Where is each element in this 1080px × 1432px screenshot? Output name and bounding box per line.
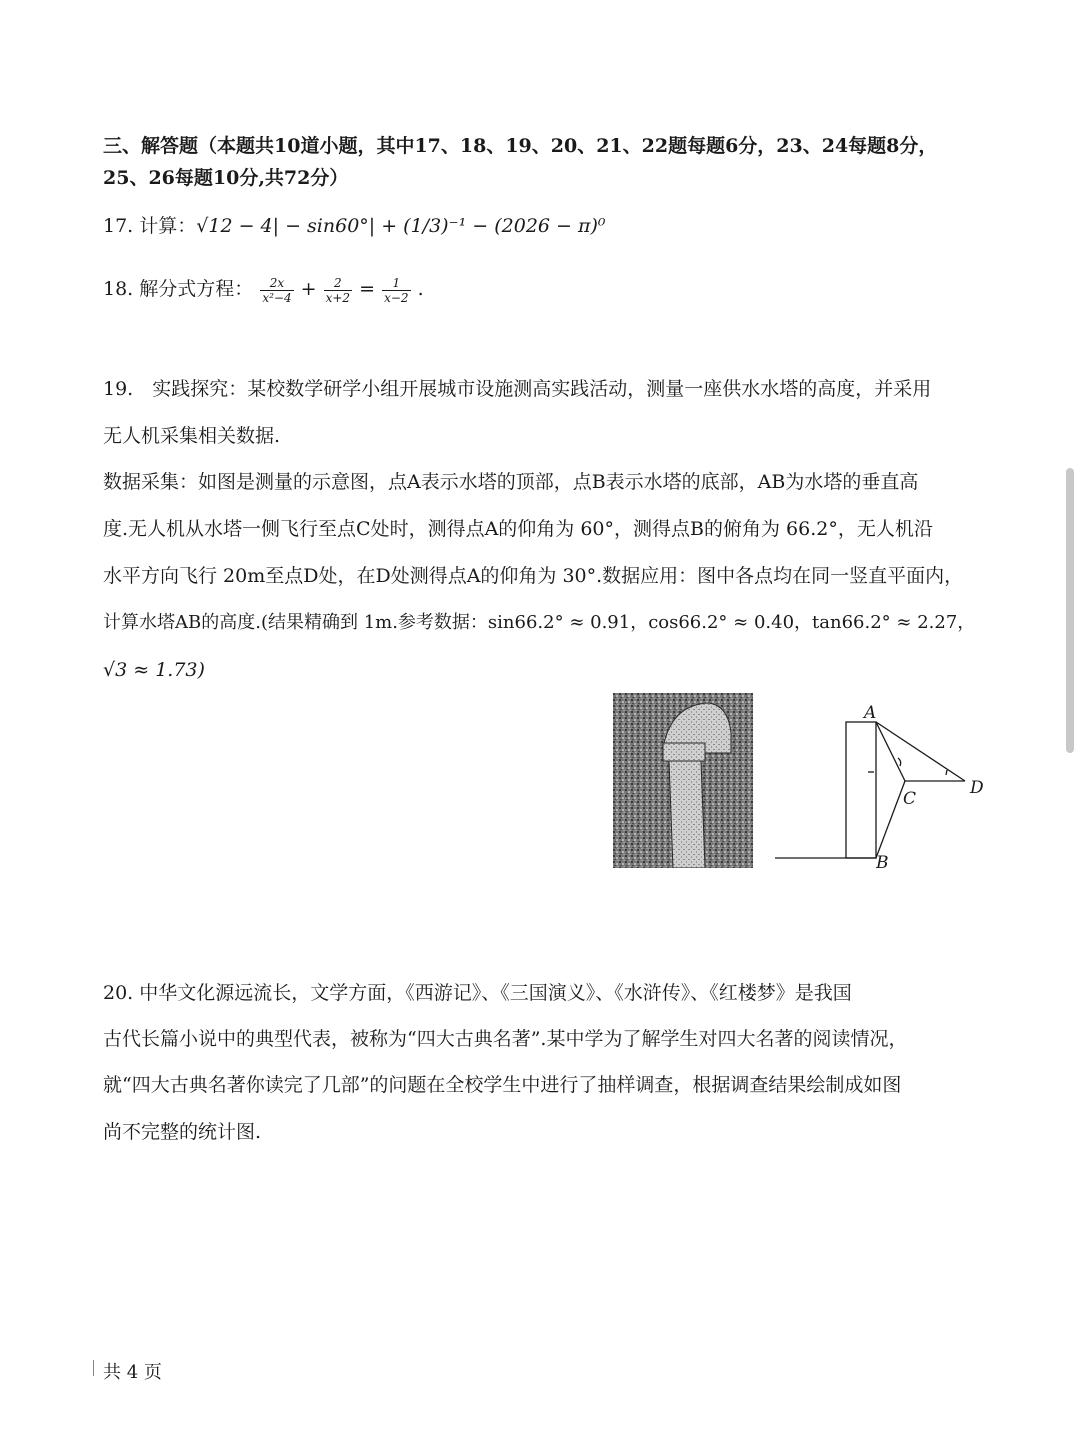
q19-line-5: 水平方向飞行 20m至点D处，在D处测得点A的仰角为 30°.数据应用：图中各点均在同一竖直平面内， [103,565,964,587]
q19-line-1: 19. 实践探究：某校数学研学小组开展城市设施测高实践活动，测量一座供水水塔的高度，并采用 [103,378,932,400]
q20-line-4: 尚不完整的统计图. [103,1121,262,1143]
q18-fraction-3: $\frac{1}{x-2}$ [384,275,409,305]
q17-label: 17. 计算： [103,215,197,237]
q18-fraction-1: $\frac{2x}{\text{x²−4}}$ [262,275,292,305]
label-C: C [903,789,917,809]
label-A: A [864,703,877,723]
q19-line-6: 计算水塔AB的高度.(结果精确到 1m.参考数据：sin66.2° ≈ 0.91，cos66.2° ≈ 0.40，tan66.2° ≈ 2.27， [103,612,976,633]
line-BC [876,781,905,858]
scrollbar-thumb[interactable] [1066,468,1074,753]
question-18: 18. 解分式方程： $\frac{2x}{\text{x²−4}}$ + $\frac{2}{x+2}$ = $\frac{1}{x-2}$ . [103,275,424,305]
section-heading-line2: 25、26每题10分,共72分） [103,167,349,189]
geometry-diagram [770,698,990,873]
line-AD [876,722,965,781]
q19-line-3: 数据采集：如图是测量的示意图，点A表示水塔的顶部，点B表示水塔的底部，AB为水塔的垂直高 [103,471,919,493]
label-B: B [876,853,889,873]
q19-line-7: √3 ≈ 1.73) [103,659,205,681]
q20-line-2: 古代长篇小说中的典型代表，被称为“四大古典名著”.某中学为了解学生对四大名著的阅读情况， [103,1028,908,1050]
section-heading-line1: 三、解答题（本题共10道小题，其中17、18、19、20、21、22题每题6分，23、24每题8分， [103,135,938,157]
q18-label: 18. 解分式方程： [103,278,254,300]
page-count: 共 4 页 [103,1362,162,1383]
label-D: D [970,778,984,798]
angle-arc [898,758,901,766]
q19-line-2: 无人机采集相关数据. [103,425,281,447]
q20-line-1: 20. 中华文化源远流长，文学方面，《西游记》、《三国演义》、《水浒传》、《红楼梦》是我国 [103,982,852,1004]
tower-body [846,722,876,858]
q18-fraction-2: $\frac{2}{x+2}$ [325,275,351,305]
water-tower-photo [613,693,753,868]
q20-line-3: 就“四大古典名著你读完了几部”的问题在全校学生中进行了抽样调查，根据调查结果绘制成如图 [103,1074,902,1096]
question-17 [103,211,606,241]
footer-tick [93,1360,94,1376]
angle-mark [946,770,947,775]
q17-expression: √12 − 4| − sin60°| + (1/3)⁻¹ − (2026 − π)⁰ [196,215,606,237]
q19-line-4: 度.无人机从水塔一侧飞行至点C处时，测得点A的仰角为 60°，测得点B的俯角为 66.2°，无人机沿 [103,518,933,540]
